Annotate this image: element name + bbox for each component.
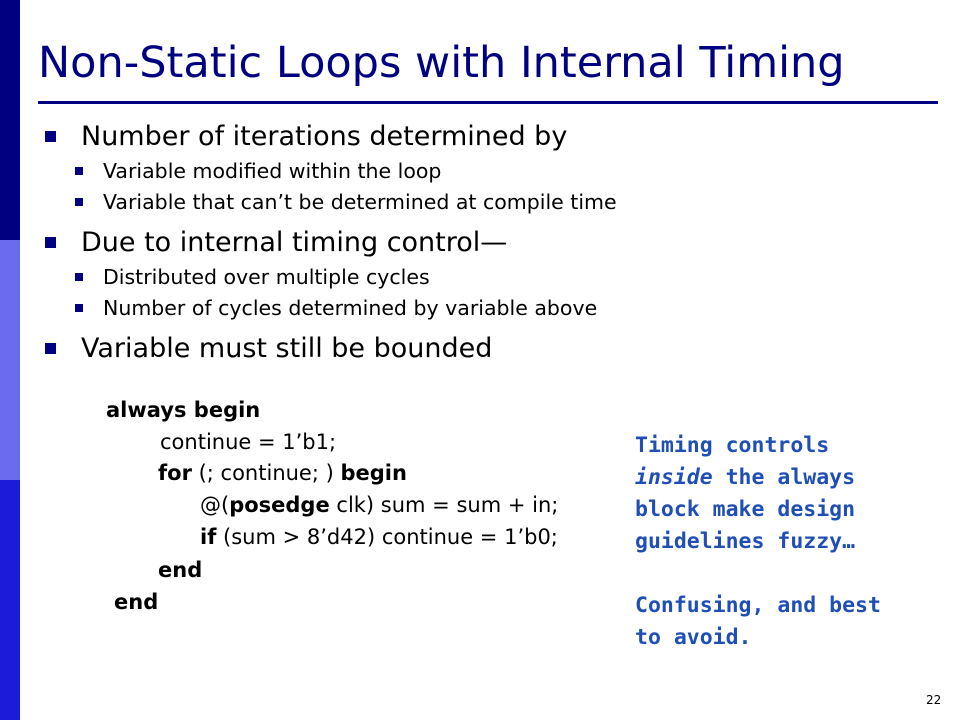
bullet-1-subs xyxy=(45,156,925,218)
sub-bullet xyxy=(75,262,925,293)
bullet-2 xyxy=(45,224,925,262)
bullet-2-subs-wrap xyxy=(45,262,925,324)
bullet-2-text: Due to internal timing control— xyxy=(81,227,508,258)
side-note-timing xyxy=(635,430,945,558)
sub-bullet-text: Number of cycles determined by variable above xyxy=(103,296,598,320)
bullet-3 xyxy=(45,330,925,368)
sub-bullet-text: Distributed over multiple cycles xyxy=(103,265,430,289)
note-line: Confusing, and best xyxy=(635,593,881,618)
bullet-1-text: Number of iterations determined by xyxy=(81,121,568,152)
bullet-2-subs xyxy=(45,262,925,324)
code-keyword: for xyxy=(158,461,192,485)
bullet-list xyxy=(45,118,925,368)
square-bullet-icon xyxy=(75,273,83,281)
code-keyword: always begin xyxy=(106,398,261,422)
sidebar-block-dark xyxy=(0,0,20,240)
note-text: the always xyxy=(712,465,856,490)
note-line: guidelines fuzzy… xyxy=(635,529,856,554)
code-text: (; continue; ) xyxy=(191,461,341,485)
square-bullet-icon xyxy=(45,343,56,354)
code-line-7 xyxy=(114,588,158,616)
sidebar-block-medium xyxy=(0,480,20,720)
note-line: Timing controls xyxy=(635,433,830,458)
code-text: clk) sum = sum + in; xyxy=(329,493,559,517)
square-bullet-icon xyxy=(45,131,56,142)
sub-bullet xyxy=(75,293,925,324)
code-text: @( xyxy=(200,493,230,517)
square-bullet-icon xyxy=(75,304,83,312)
slide-title: Non-Static Loops with Internal Timing xyxy=(38,38,845,88)
code-keyword: posedge xyxy=(229,493,330,517)
bullet-1 xyxy=(45,118,925,156)
sub-bullet-text: Variable modified within the loop xyxy=(103,159,442,183)
bullet-3-text: Variable must still be bounded xyxy=(81,333,493,364)
code-keyword: if xyxy=(200,525,217,549)
code-line-4 xyxy=(200,491,558,519)
note-line: to avoid. xyxy=(635,625,752,650)
square-bullet-icon xyxy=(75,198,83,206)
code-text: (sum > 8’d42) continue = 1’b0; xyxy=(216,525,558,549)
note-line: block make design xyxy=(635,497,856,522)
square-bullet-icon xyxy=(45,237,56,248)
sub-bullet xyxy=(75,187,925,218)
code-keyword: begin xyxy=(340,461,407,485)
bullet-1-subs-wrap xyxy=(45,156,925,218)
page-number: 22 xyxy=(926,693,942,707)
code-keyword: end xyxy=(114,590,159,614)
sidebar-block-light xyxy=(0,240,20,480)
square-bullet-icon xyxy=(75,167,83,175)
code-line-1 xyxy=(106,396,260,424)
code-line-6 xyxy=(158,556,202,584)
code-line-5 xyxy=(200,523,558,551)
title-underline xyxy=(38,101,938,104)
note-line xyxy=(635,462,945,494)
sub-bullet-text: Variable that can’t be determined at compile time xyxy=(103,190,617,214)
side-note-confusing xyxy=(635,590,945,654)
code-keyword: end xyxy=(158,558,203,582)
sidebar-decoration xyxy=(0,0,20,720)
sub-bullet xyxy=(75,156,925,187)
code-line-3 xyxy=(158,459,407,487)
note-emphasis: inside xyxy=(635,465,713,490)
code-line-2: continue = 1’b1; xyxy=(160,430,337,454)
